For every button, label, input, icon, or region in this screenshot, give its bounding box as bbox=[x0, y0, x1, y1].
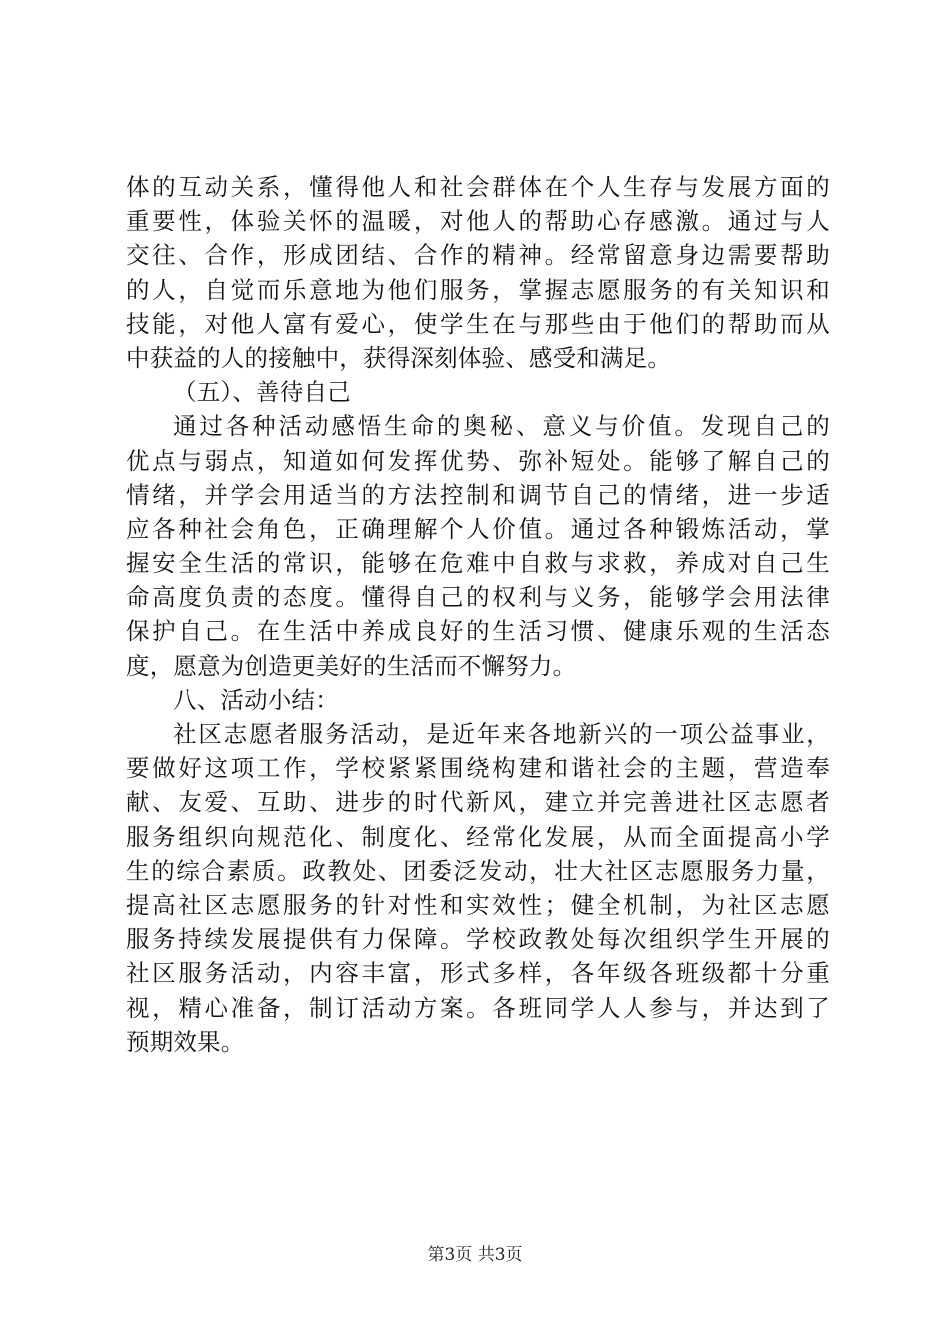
text-line: 技能，对他人富有爱心，使学生在与那些由于他们的帮助而从 bbox=[126, 309, 830, 338]
text-line: 情绪，并学会用适当的方法控制和调节自己的情绪，进一步适 bbox=[126, 480, 830, 509]
text-line: 重要性，体验关怀的温暖，对他人的帮助心存感激。通过与人 bbox=[126, 207, 830, 236]
paragraph-summary bbox=[126, 717, 830, 1059]
text-line: 握安全生活的常识，能够在危难中自救与求救，养成对自己生 bbox=[126, 549, 830, 578]
page-number-footer: 第3页 共3页 bbox=[427, 1245, 523, 1265]
section-heading-summary: 八、活动小结： bbox=[173, 685, 339, 714]
text-line: 预期效果。 bbox=[126, 1027, 245, 1056]
text-line: 通过各种活动感悟生命的奥秘、意义与价值。发现自己的 bbox=[173, 412, 830, 441]
text-line: 的人，自觉而乐意地为他们服务，掌握志愿服务的有关知识和 bbox=[126, 275, 830, 304]
paragraph-interpersonal bbox=[126, 170, 830, 375]
text-line: 服务组织向规范化、制度化、经常化发展，从而全面提高小学 bbox=[126, 822, 830, 851]
text-line: 提高社区志愿服务的针对性和实效性；健全机制，为社区志愿 bbox=[126, 890, 830, 919]
text-line: 社区服务活动，内容丰富，形式多样，各年级各班级都十分重 bbox=[126, 959, 830, 988]
text-line: 交往、合作，形成团结、合作的精神。经常留意身边需要帮助 bbox=[126, 241, 830, 270]
text-line: 度，愿意为创造更美好的生活而不懈努力。 bbox=[126, 651, 577, 680]
document-body bbox=[126, 170, 830, 1059]
text-line: 应各种社会角色，正确理解个人价值。通过各种锻炼活动，掌 bbox=[126, 514, 830, 543]
text-line: 命高度负责的态度。懂得自己的权利与义务，能够学会用法律 bbox=[126, 583, 830, 612]
text-line: 服务持续发展提供有力保障。学校政教处每次组织学生开展的 bbox=[126, 925, 830, 954]
text-line: 保护自己。在生活中养成良好的生活习惯、健康乐观的生活态 bbox=[126, 617, 830, 646]
text-line: 中获益的人的接触中，获得深刻体验、感受和满足。 bbox=[126, 343, 672, 372]
text-line: 献、友爱、互助、进步的时代新风，建立并完善进社区志愿者 bbox=[126, 788, 830, 817]
text-line: 要做好这项工作，学校紧紧围绕构建和谐社会的主题，营造奉 bbox=[126, 754, 830, 783]
text-line: 视，精心准备，制订活动方案。各班同学人人参与，并达到了 bbox=[126, 993, 830, 1022]
text-line: 社区志愿者服务活动，是近年来各地新兴的一项公益事业， bbox=[173, 720, 830, 748]
text-line: 优点与弱点，知道如何发挥优势、弥补短处。能够了解自己的 bbox=[126, 446, 830, 475]
section-heading-treat-self: （五）、善待自己 bbox=[173, 378, 351, 407]
paragraph-treat-self bbox=[126, 409, 830, 683]
text-line: 体的互动关系，懂得他人和社会群体在个人生存与发展方面的 bbox=[126, 173, 830, 201]
text-line: 生的综合素质。政教处、团委泛发动，壮大社区志愿服务力量， bbox=[126, 856, 830, 885]
